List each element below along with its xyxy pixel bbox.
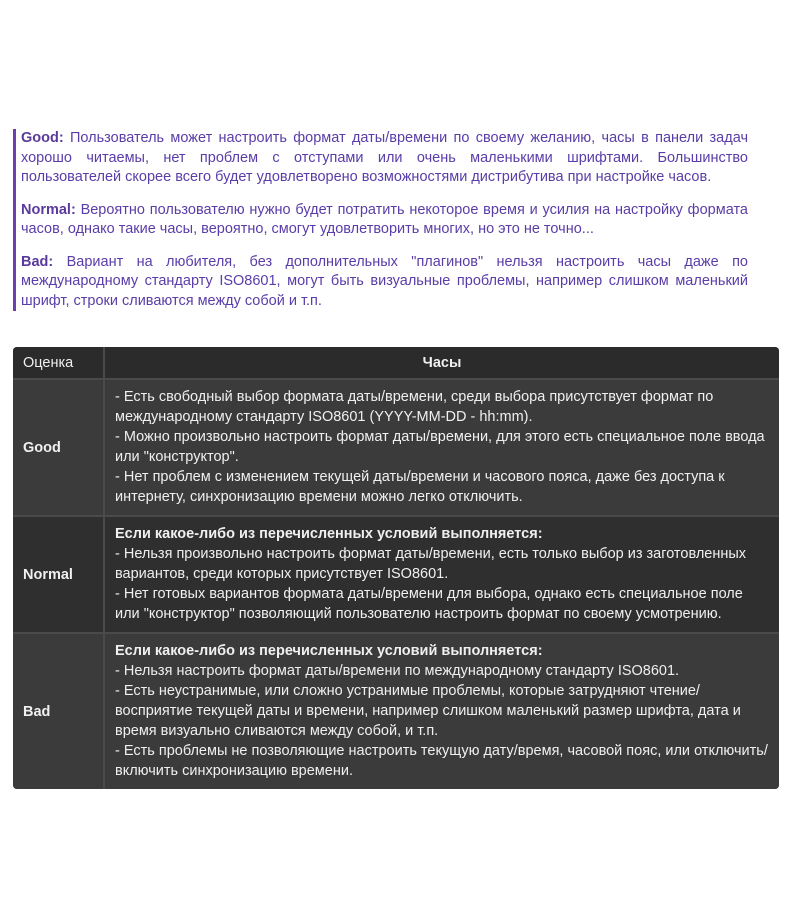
- summary-normal-label: Normal:: [21, 201, 76, 218]
- criterion-line: - Можно произвольно настроить формат даты/времени, для этого есть специальное поле ввода или "конструктор".: [115, 429, 765, 465]
- description-cell: [105, 634, 779, 789]
- grade-cell: Bad: [13, 634, 105, 789]
- summary-good: [21, 129, 748, 188]
- summary-normal-text: Вероятно пользователю нужно будет потратить некоторое время и усилия на настройку формата часов, однако такие часы, вероятно, смогут удовлетворить многих, но это не точно...: [21, 201, 748, 237]
- summary-bad-text: Вариант на любителя, без дополнительных "плагинов" нельзя настроить часы даже по международному стандарту ISO8601, могут быть визуальные проблемы, например слишком маленький шрифт, строки сливаются между собой и т.п.: [21, 253, 748, 309]
- summary-bad-label: Bad:: [21, 253, 54, 270]
- table-header-row: [13, 347, 779, 380]
- rating-summary-quote: [13, 129, 748, 311]
- criterion-line: - Нет проблем с изменением текущей даты/времени и часового пояса, даже без доступа к интернету, синхронизацию времени можно легко отключить.: [115, 469, 725, 505]
- criterion-line: - Есть свободный выбор формата даты/времени, среди выбора присутствует формат по международному стандарту ISO8601 (YYYY-MM-DD - hh:mm).: [115, 389, 714, 425]
- criterion-line: - Есть проблемы не позволяющие настроить текущую дату/время, часовой пояс, или отключить/включить синхронизацию времени.: [115, 743, 768, 779]
- criterion-line: - Нельзя настроить формат даты/времени по международному стандарту ISO8601.: [115, 663, 680, 679]
- description-cell: [105, 517, 779, 634]
- criterion-line: - Нельзя произвольно настроить формат даты/времени, есть только выбор из заготовленных вариантов, среди которых присутствует ISO8601.: [115, 546, 747, 582]
- grade-cell: Normal: [13, 517, 105, 634]
- grade-cell: Good: [13, 380, 105, 517]
- summary-good-text: Пользователь может настроить формат даты/времени по своему желанию, часы в панели задач хорошо читаемы, нет проблем с отступами или очень маленькими шрифтами. Большинство пользователей скорее всего будет удовлетворено возможностями дистрибутива при настройке часов.: [21, 130, 748, 185]
- header-grade: Оценка: [13, 347, 105, 380]
- condition-heading: Если какое-либо из перечисленных условий выполняется:: [115, 526, 543, 542]
- rating-table: [13, 347, 779, 789]
- description-cell: [105, 380, 779, 517]
- table-row-good: [13, 380, 779, 517]
- criterion-line: - Нет готовых вариантов формата даты/времени для выбора, однако есть специальное поле или "конструктор" позволяющий пользователю настроить формат по своему усмотрению.: [115, 586, 743, 622]
- header-clock: Часы: [105, 347, 779, 380]
- condition-heading: Если какое-либо из перечисленных условий выполняется:: [115, 643, 543, 659]
- table-row-normal: [13, 517, 779, 634]
- criterion-line: - Есть неустранимые, или сложно устранимые проблемы, которые затрудняют чтение/ восприятие текущей даты и времени, например слишком маленький размер шрифта, дата и время визуально сливаются между собой, и т.п.: [115, 683, 741, 739]
- summary-bad: [21, 253, 748, 312]
- summary-normal: [21, 201, 748, 240]
- summary-good-label: Good:: [21, 130, 64, 146]
- table-row-bad: [13, 634, 779, 789]
